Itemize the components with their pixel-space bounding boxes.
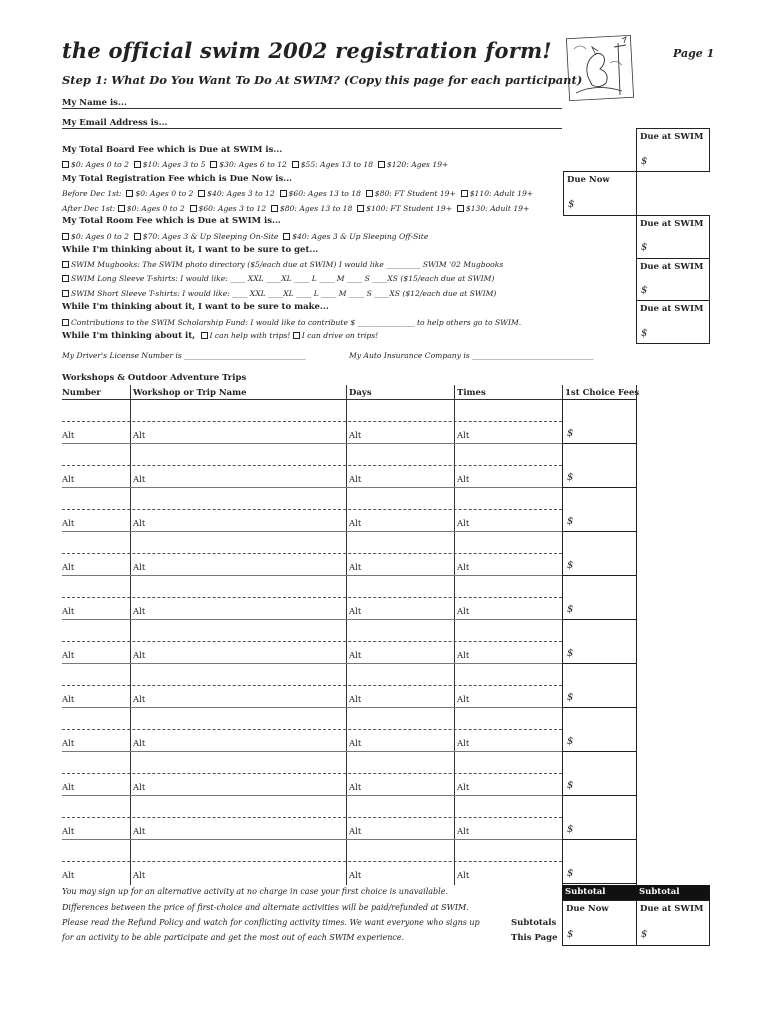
row-line [62,751,562,752]
checkbox[interactable] [62,233,69,240]
alt-times: Alt [457,739,470,749]
alt-number: Alt [62,695,75,705]
alt-name: Alt [133,695,146,705]
col-divider [130,385,131,885]
board-fee-box[interactable]: Due at SWIM $ [636,128,710,172]
alt-times: Alt [457,695,470,705]
checkbox[interactable] [283,233,290,240]
row-line [62,487,562,488]
mugbooks-option: SWIM Mugbooks: The SWIM photo directory ($5/each due at SWIM) I would like _________ SWIM '02 Mugbooks [62,260,503,269]
row-dash-line [62,685,562,686]
row-dash-line [62,597,562,598]
row-fee-box[interactable]: $ [562,795,637,840]
checkbox[interactable] [280,190,287,197]
row-dash-line [62,729,562,730]
checkbox[interactable] [292,161,299,168]
row-line [62,531,562,532]
alt-number: Alt [62,519,75,529]
registration-before-options: Before Dec 1st: $0: Ages 0 to 2 $40: Ages 3 to 12 $60: Ages 13 to 18 $80: FT Student 19+ $110: Adult 19+ [62,189,534,198]
table-header-line [62,399,636,400]
room-fee-options: $0: Ages 0 to 2 $70: Ages 3 & Up Sleeping On-Site $40: Ages 3 & Up Sleeping Off-Site [62,232,428,241]
row-fee-box[interactable]: $ [562,707,637,752]
alt-days: Alt [349,563,362,573]
checkbox[interactable] [357,205,364,212]
alt-days: Alt [349,607,362,617]
col-divider [454,385,455,885]
row-fee-box[interactable]: $ [562,531,637,576]
subtotal-now-header: Subtotal [562,885,636,900]
row-dash-line [62,465,562,466]
row-dash-line [62,773,562,774]
trips-row: While I'm thinking about it, I can help with trips! I can drive on trips! [62,331,379,341]
contribution-fee-box[interactable]: Due at SWIM $ [636,300,710,344]
email-line[interactable] [62,128,562,129]
short-sleeve-option: SWIM Short Sleeve T-shirts: I would like: ____ XXL ____XL ____ L ____ M ____ S ____XS ($12/each due at SWIM) [62,289,496,298]
row-fee-box[interactable]: $ [562,839,637,884]
alt-times: Alt [457,475,470,485]
alt-days: Alt [349,871,362,881]
registration-after-options: After Dec 1st: $0: Ages 0 to 2 $60: Ages 3 to 12 $80: Ages 13 to 18 $100: FT Student 19+ $130: Adult 19+ [62,204,530,213]
scholarship-option: Contributions to the SWIM Scholarship Fund: I would like to contribute $ _______________ to help others go to SWIM. [62,318,521,327]
row-line [62,663,562,664]
alt-name: Alt [133,651,146,661]
col-workshop-name: Workshop or Trip Name [133,388,247,398]
form-title: the official swim 2002 registration form! [62,38,552,63]
subtotal-due-now-box[interactable]: Due Now $ [562,900,637,946]
name-label: My Name is... [62,98,127,108]
alt-days: Alt [349,739,362,749]
row-line [62,707,562,708]
checkbox[interactable] [62,275,69,282]
checkbox[interactable] [366,190,373,197]
row-line [62,619,562,620]
row-fee-box[interactable]: $ [562,663,637,708]
alt-name: Alt [133,871,146,881]
alt-number: Alt [62,739,75,749]
alt-name: Alt [133,563,146,573]
alt-number: Alt [62,871,75,881]
mugbook-fee-box[interactable]: Due at SWIM $ [636,258,710,301]
col-divider [346,385,347,885]
checkbox[interactable] [126,190,133,197]
alt-days: Alt [349,695,362,705]
alt-number: Alt [62,827,75,837]
checkbox[interactable] [134,161,141,168]
alt-times: Alt [457,431,470,441]
board-fee-options: $0: Ages 0 to 2 $10: Ages 3 to 5 $30: Ages 6 to 12 $55: Ages 13 to 18 $120: Ages 19+ [62,160,448,169]
checkbox[interactable] [198,190,205,197]
checkbox[interactable] [62,261,69,268]
get-label: While I'm thinking about it, I want to be sure to get... [62,245,319,255]
step-heading: Step 1: What Do You Want To Do At SWIM? (Copy this page for each participant) [62,73,583,87]
workshops-title: Workshops & Outdoor Adventure Trips [62,373,247,383]
alt-number: Alt [62,431,75,441]
alt-name: Alt [133,519,146,529]
row-fee-box[interactable]: $ [562,575,637,620]
license-field[interactable]: My Driver's License Number is ________________________________ [62,351,306,360]
registration-fee-box[interactable]: Due Now $ [563,171,637,216]
alt-times: Alt [457,607,470,617]
row-line [62,575,562,576]
row-dash-line [62,641,562,642]
checkbox[interactable] [201,332,208,339]
checkbox[interactable] [378,161,385,168]
checkbox[interactable] [461,190,468,197]
board-fee-label: My Total Board Fee which is Due at SWIM is... [62,145,283,155]
row-dash-line [62,553,562,554]
checkbox[interactable] [271,205,278,212]
alt-times: Alt [457,783,470,793]
checkbox[interactable] [62,161,69,168]
col-times: Times [457,388,486,398]
subtotal-due-swim-box[interactable]: Due at SWIM $ [636,900,710,946]
row-line [62,443,562,444]
alt-days: Alt [349,475,362,485]
alt-times: Alt [457,651,470,661]
row-dash-line [62,817,562,818]
row-dash-line [62,421,562,422]
col-number: Number [62,388,101,398]
checkbox[interactable] [118,205,125,212]
alt-times: Alt [457,827,470,837]
row-fee-box[interactable]: $ [562,443,637,488]
footer-note-1: You may sign up for an alternative activity at no charge in case your first choice is unavailable. [62,887,449,896]
make-label: While I'm thinking about it, I want to be sure to make... [62,302,329,312]
alt-number: Alt [62,651,75,661]
alt-days: Alt [349,519,362,529]
alt-name: Alt [133,783,146,793]
footer-note-3: Please read the Refund Policy and watch for conflicting activity times. We want everyone who signs up [62,918,480,927]
footer-note-2: Differences between the price of first-choice and alternate activities will be paid/refunded at SWIM. [62,903,469,912]
insurance-field[interactable]: My Auto Insurance Company is ________________________________ [349,351,594,360]
page-number: Page 1 [673,47,715,60]
checkbox[interactable] [62,319,69,326]
room-fee-box[interactable]: Due at SWIM $ [636,215,710,259]
row-dash-line [62,509,562,510]
subtotal-swim-header: Subtotal [636,885,710,900]
row-fee-box[interactable]: $ [562,399,637,444]
checkbox[interactable] [457,205,464,212]
alt-number: Alt [62,783,75,793]
alt-days: Alt [349,827,362,837]
name-line[interactable] [62,108,562,109]
alt-times: Alt [457,563,470,573]
row-line [62,839,562,840]
registration-fee-label: My Total Registration Fee which is Due Now is... [62,174,293,184]
alt-times: Alt [457,519,470,529]
row-dash-line [62,861,562,862]
alt-name: Alt [133,431,146,441]
row-fee-box[interactable]: $ [562,619,637,664]
checkbox[interactable] [293,332,300,339]
room-fee-label: My Total Room Fee which is Due at SWIM is... [62,216,281,226]
long-sleeve-option: SWIM Long Sleeve T-shirts: I would like: ____ XXL ____XL ____ L ____ M ____ S ____XS ($15/each due at SWIM) [62,274,494,283]
footer-note-4: for an activity to be able participate and get the most out of each SWIM experience. [62,933,405,942]
alt-days: Alt [349,651,362,661]
swim-logo-illustration [566,33,638,105]
alt-number: Alt [62,607,75,617]
checkbox[interactable] [210,161,217,168]
alt-number: Alt [62,563,75,573]
alt-name: Alt [133,739,146,749]
this-page-label: This Page [511,933,558,943]
col-days: Days [349,388,372,398]
alt-number: Alt [62,475,75,485]
email-label: My Email Address is... [62,118,168,128]
alt-days: Alt [349,783,362,793]
row-fee-box[interactable]: $ [562,751,637,796]
checkbox[interactable] [62,290,69,297]
subtotals-label: Subtotals [511,918,557,928]
col-fees: 1st Choice Fees [565,388,640,398]
alt-days: Alt [349,431,362,441]
alt-times: Alt [457,871,470,881]
row-line [62,795,562,796]
alt-name: Alt [133,475,146,485]
alt-name: Alt [133,607,146,617]
alt-name: Alt [133,827,146,837]
checkbox[interactable] [134,233,141,240]
checkbox[interactable] [190,205,197,212]
row-fee-box[interactable]: $ [562,487,637,532]
